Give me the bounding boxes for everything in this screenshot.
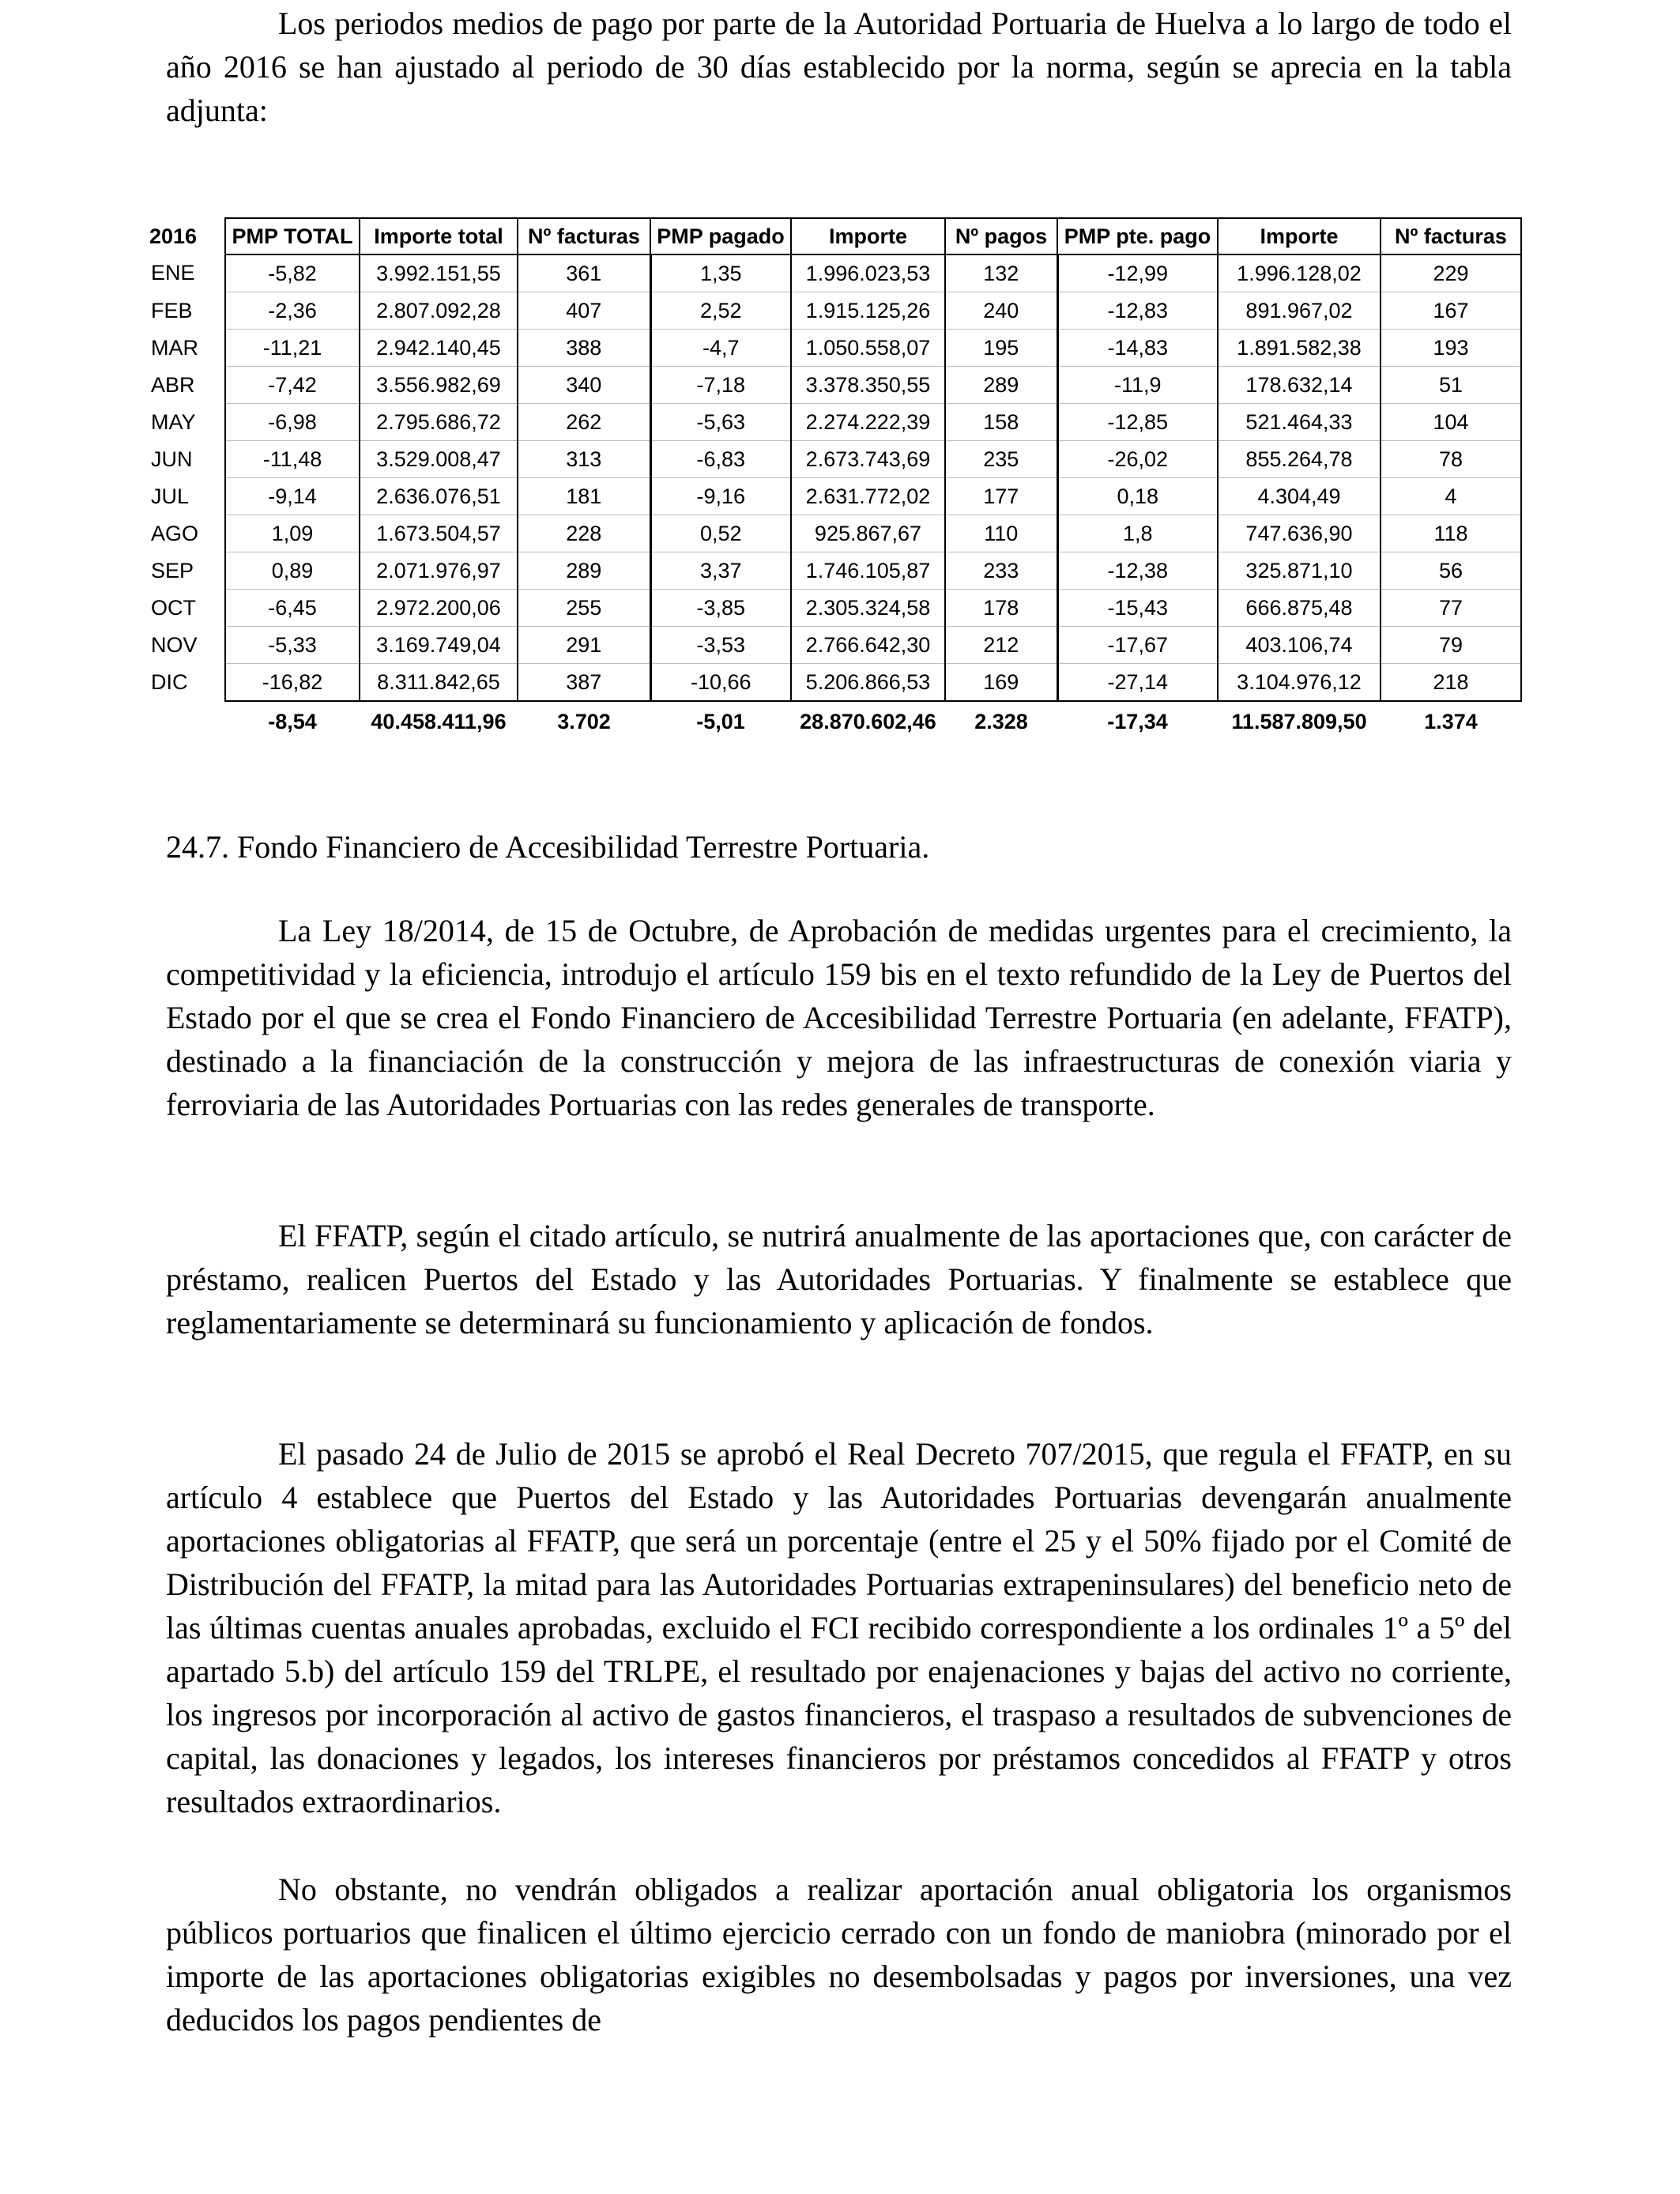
month-label: DIC <box>151 669 188 694</box>
total-cell: -8,54 <box>268 709 317 733</box>
table-cell: -9,14 <box>225 478 360 515</box>
table-cell: 407 <box>518 292 650 330</box>
total-cell: 2.328 <box>974 709 1028 733</box>
table-cell: -6,83 <box>650 441 791 478</box>
table-cell: -14,83 <box>1057 330 1218 367</box>
table-cell: 340 <box>518 367 650 404</box>
total-cell: -5,01 <box>696 709 745 733</box>
table-cell: 925.867,67 <box>791 515 945 552</box>
table-cell: -15,43 <box>1057 590 1218 627</box>
section-heading: 24.7. Fondo Financiero de Accesibilidad Terrestre Portuaria. <box>166 829 930 865</box>
table-header-row <box>146 218 1521 254</box>
table-cell: 361 <box>518 254 650 292</box>
table-cell: 1.996.128,02 <box>1218 254 1381 292</box>
table-cell: -7,42 <box>225 367 360 404</box>
paragraph-no-obstante: No obstante, no vendrán obligados a realizar aportación anual obligatoria los organismos públicos portuarios que finalicen el último ejercicio cerrado con un fondo de maniobra (minorado por el importe de las aportaciones obligatorias exigibles no desembolsadas y pagos por inversiones, una vez deducidos los pagos pendientes de <box>166 1872 1512 2038</box>
table-cell: 1,35 <box>650 254 791 292</box>
table-cell: 403.106,74 <box>1218 627 1381 664</box>
table-cell: 2.807.092,28 <box>360 292 518 330</box>
table-cell: 2.942.140,45 <box>360 330 518 367</box>
table-cell: 891.967,02 <box>1218 292 1381 330</box>
table-cell: 291 <box>518 627 650 664</box>
table-row <box>146 330 1521 367</box>
table-cell: 56 <box>1381 552 1521 590</box>
table-cell: 262 <box>518 404 650 441</box>
table-cell: 387 <box>518 664 650 702</box>
table-cell: 4 <box>1381 478 1521 515</box>
table-cell: -17,67 <box>1057 627 1218 664</box>
table-totals-row <box>146 701 1521 741</box>
table-cell: 77 <box>1381 590 1521 627</box>
table-cell: 2.305.324,58 <box>791 590 945 627</box>
table-cell: 1.996.023,53 <box>791 254 945 292</box>
table-cell: -16,82 <box>225 664 360 702</box>
table-cell: 313 <box>518 441 650 478</box>
table-cell: 8.311.842,65 <box>360 664 518 702</box>
table-cell: 3.556.982,69 <box>360 367 518 404</box>
table-cell: -12,85 <box>1057 404 1218 441</box>
total-cell: 11.587.809,50 <box>1231 709 1367 733</box>
table-cell: 666.875,48 <box>1218 590 1381 627</box>
table-cell: -11,9 <box>1057 367 1218 404</box>
table-cell: 3,37 <box>650 552 791 590</box>
table-cell: 747.636,90 <box>1218 515 1381 552</box>
table-row <box>146 515 1521 552</box>
intro-paragraph: Los periodos medios de pago por parte de la Autoridad Portuaria de Huelva a lo largo de todo el año 2016 se han ajustado al periodo de 30 días establecido por la norma, según se aprecia en la tabla adjunta: <box>166 6 1512 128</box>
table-cell: 1.746.105,87 <box>791 552 945 590</box>
table-cell: 132 <box>945 254 1057 292</box>
payment-period-table <box>146 217 1522 741</box>
table-cell: -27,14 <box>1057 664 1218 702</box>
table-row <box>146 552 1521 590</box>
table-cell: 118 <box>1381 515 1521 552</box>
totals-spacer <box>146 701 225 741</box>
table-cell: 240 <box>945 292 1057 330</box>
table-cell: 289 <box>945 367 1057 404</box>
table-cell: 1,09 <box>225 515 360 552</box>
table-column-header: Nº facturas <box>1381 218 1521 254</box>
table-cell: 195 <box>945 330 1057 367</box>
table-cell: 3.104.976,12 <box>1218 664 1381 702</box>
table-cell: 255 <box>518 590 650 627</box>
paragraph-ffatp: El FFATP, según el citado artículo, se nutrirá anualmente de las aportaciones que, con carácter de préstamo, realicen Puertos del Estado y las Autoridades Portuarias. Y finalmente se establece que reglamentariamente se determinará su funcionamiento y aplicación de fondos. <box>166 1218 1512 1340</box>
table-column-header: PMP TOTAL <box>225 218 360 254</box>
total-cell: 28.870.602,46 <box>800 709 936 733</box>
table-cell: 1.673.504,57 <box>360 515 518 552</box>
table-cell: 2.766.642,30 <box>791 627 945 664</box>
table-cell: 2.673.743,69 <box>791 441 945 478</box>
table-cell: 2.795.686,72 <box>360 404 518 441</box>
table-cell: 2.274.222,39 <box>791 404 945 441</box>
table-cell: 2.636.076,51 <box>360 478 518 515</box>
table-cell: 521.464,33 <box>1218 404 1381 441</box>
table-cell: 169 <box>945 664 1057 702</box>
table-row <box>146 478 1521 515</box>
table-cell: 233 <box>945 552 1057 590</box>
table-cell: -2,36 <box>225 292 360 330</box>
table-cell: -11,48 <box>225 441 360 478</box>
table-cell: 110 <box>945 515 1057 552</box>
table-row <box>146 664 1521 702</box>
total-cell: 3.702 <box>557 709 611 733</box>
table-cell: 325.871,10 <box>1218 552 1381 590</box>
table-row <box>146 404 1521 441</box>
table-cell: -5,82 <box>225 254 360 292</box>
table-cell: 104 <box>1381 404 1521 441</box>
total-cell: -17,34 <box>1107 709 1168 733</box>
table-cell: 228 <box>518 515 650 552</box>
table-cell: 1,8 <box>1057 515 1218 552</box>
table-cell: 78 <box>1381 441 1521 478</box>
table-cell: -4,7 <box>650 330 791 367</box>
table-cell: 388 <box>518 330 650 367</box>
table-cell: 158 <box>945 404 1057 441</box>
table-cell: -10,66 <box>650 664 791 702</box>
table-cell: 2.972.200,06 <box>360 590 518 627</box>
table-cell: 2.071.976,97 <box>360 552 518 590</box>
table-cell: 177 <box>945 478 1057 515</box>
table-cell: 0,18 <box>1057 478 1218 515</box>
table-column-header: PMP pte. pago <box>1057 218 1218 254</box>
table-cell: -3,53 <box>650 627 791 664</box>
table-cell: 289 <box>518 552 650 590</box>
table-year-header: 2016 <box>149 224 198 248</box>
month-label: OCT <box>151 595 196 620</box>
table-cell: 178 <box>945 590 1057 627</box>
paragraph-ley: La Ley 18/2014, de 15 de Octubre, de Aprobación de medidas urgentes para el crecimiento, la competitividad y la eficiencia, introdujo el artículo 159 bis en el texto refundido de la Ley de Puertos del Estado por el que se crea el Fondo Financiero de Accesibilidad Terrestre Portuaria (en adelante, FFATP), destinado a la financiación de la construcción y mejora de las infraestructuras de conexión viaria y ferroviaria de las Autoridades Portuarias con las redes generales de transporte. <box>166 913 1512 1122</box>
total-cell: 1.374 <box>1424 709 1478 733</box>
total-cell: 40.458.411,96 <box>371 709 507 733</box>
table-cell: 3.529.008,47 <box>360 441 518 478</box>
table-cell: 2,52 <box>650 292 791 330</box>
table-cell: 2.631.772,02 <box>791 478 945 515</box>
table-cell: -26,02 <box>1057 441 1218 478</box>
table-cell: 3.378.350,55 <box>791 367 945 404</box>
table-cell: 212 <box>945 627 1057 664</box>
month-label: SEP <box>151 558 194 582</box>
table-cell: -12,99 <box>1057 254 1218 292</box>
table-cell: 1.915.125,26 <box>791 292 945 330</box>
month-label: JUL <box>151 484 190 508</box>
table-cell: -5,33 <box>225 627 360 664</box>
table-cell: 3.169.749,04 <box>360 627 518 664</box>
table-cell: -5,63 <box>650 404 791 441</box>
table-cell: -12,38 <box>1057 552 1218 590</box>
table-row <box>146 627 1521 664</box>
table-cell: 193 <box>1381 330 1521 367</box>
table-cell: 229 <box>1381 254 1521 292</box>
table-row <box>146 367 1521 404</box>
table-cell: 1.050.558,07 <box>791 330 945 367</box>
table-cell: 167 <box>1381 292 1521 330</box>
table-cell: 3.992.151,55 <box>360 254 518 292</box>
month-label: MAR <box>151 335 198 360</box>
month-label: JUN <box>151 447 193 471</box>
table-column-header: Importe total <box>360 218 518 254</box>
table-column-header: Nº facturas <box>518 218 650 254</box>
table-row <box>146 441 1521 478</box>
paragraph-real-decreto: El pasado 24 de Julio de 2015 se aprobó el Real Decreto 707/2015, que regula el FFATP, en su artículo 4 establece que Puertos del Estado y las Autoridades Portuarias devengarán anualmente aportaciones obligatorias al FFATP, que será un porcentaje (entre el 25 y el 50% fijado por el Comité de Distribución del FFATP, la mitad para las Autoridades Portuarias extrapeninsulares) del beneficio neto de las últimas cuentas anuales aprobadas, excluido el FCI recibido correspondiente a los ordinales 1º a 5º del apartado 5.b) del artículo 159 del TRLPE, el resultado por enajenaciones y bajas del activo no corriente, los ingresos por incorporación al activo de gastos financieros, el traspaso a resultados de subvenciones de capital, las donaciones y legados, los intereses financieros por préstamos concedidos al FFATP y otros resultados extraordinarios. <box>166 1436 1512 1819</box>
table-cell: -6,98 <box>225 404 360 441</box>
table-column-header: Importe <box>1218 218 1381 254</box>
table-row <box>146 292 1521 330</box>
table-cell: 1.891.582,38 <box>1218 330 1381 367</box>
table-cell: -3,85 <box>650 590 791 627</box>
table-cell: 181 <box>518 478 650 515</box>
table-column-header: PMP pagado <box>650 218 791 254</box>
table-row <box>146 590 1521 627</box>
table-cell: 4.304,49 <box>1218 478 1381 515</box>
table-cell: 5.206.866,53 <box>791 664 945 702</box>
table-row <box>146 254 1521 292</box>
month-label: NOV <box>151 632 198 657</box>
table-cell: 218 <box>1381 664 1521 702</box>
table-cell: 51 <box>1381 367 1521 404</box>
table-cell: -7,18 <box>650 367 791 404</box>
table-cell: -12,83 <box>1057 292 1218 330</box>
month-label: ABR <box>151 372 195 397</box>
month-label: ENE <box>151 261 195 285</box>
month-label: AGO <box>151 521 199 545</box>
table-cell: 0,89 <box>225 552 360 590</box>
table-cell: -11,21 <box>225 330 360 367</box>
table-column-header: Importe <box>791 218 945 254</box>
table-cell: 855.264,78 <box>1218 441 1381 478</box>
month-label: MAY <box>151 409 196 434</box>
table-cell: -6,45 <box>225 590 360 627</box>
table-body <box>146 254 1521 701</box>
table-cell: 0,52 <box>650 515 791 552</box>
table-cell: 235 <box>945 441 1057 478</box>
table-cell: 178.632,14 <box>1218 367 1381 404</box>
month-label: FEB <box>151 298 193 322</box>
table-column-header: Nº pagos <box>945 218 1057 254</box>
table-cell: -9,16 <box>650 478 791 515</box>
table-cell: 79 <box>1381 627 1521 664</box>
